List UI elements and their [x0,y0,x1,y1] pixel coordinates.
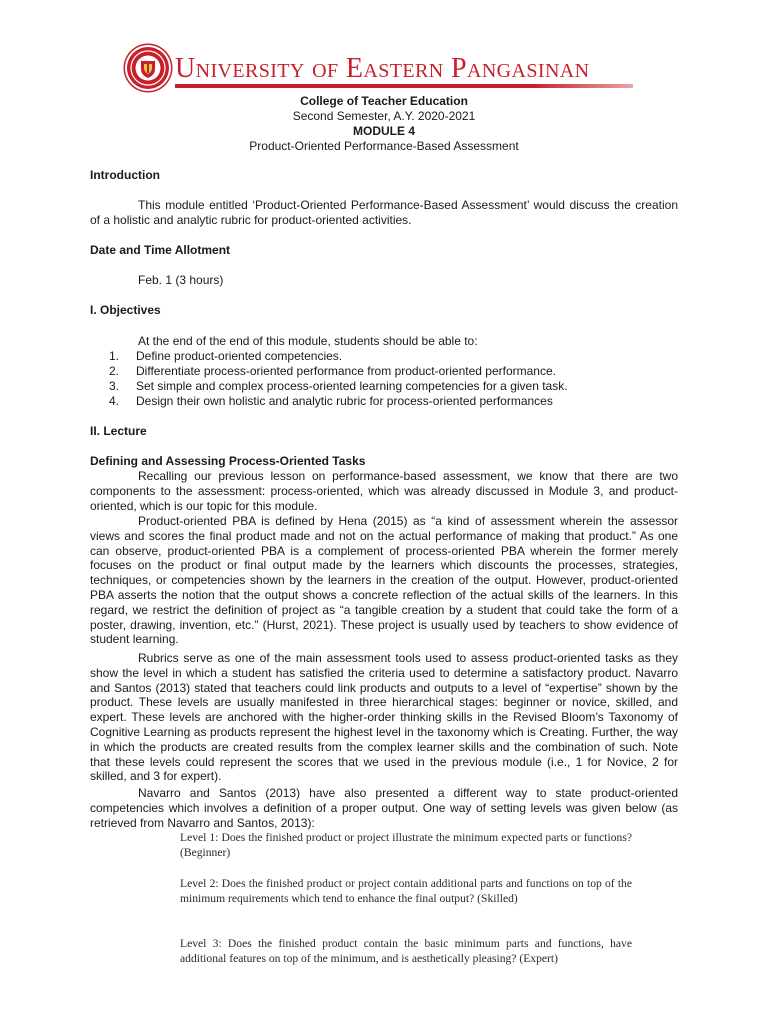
college-name: College of Teacher Education [300,94,468,108]
lecture-paragraph-1: Recalling our previous lesson on performance-based assessment, we know that there are two components to the assessment: process-oriented, which was already discussed in Module 3, and product-oriented, which is our topic for this module. [90,469,678,513]
lecture-paragraph-4: Navarro and Santos (2013) have also presented a different way to state product-oriented competencies which involves a definition of a proper output. One way of setting levels was given below (as retrieved from Navarro and Santos, 2013): [90,786,678,830]
lecture-paragraph-3: Rubrics serve as one of the main assessment tools used to assess product-oriented tasks as they show the level in which a student has satisfied the criteria used to determine a satisfactory product. Navarro and Santos (2013) stated that teachers could link products and outputs to a level of “expertise” shown by the product. These levels are usually manifested in three hierarchical stages: beginner or novice, skilled, and expert. These levels are anchored with the higher-order thinking skills in the Revised Bloom’s Taxonomy of Cognitive Learning as products represent the highest level in the taxonomy which is Creating. Further, the way in which the products are created results from the complex learner skills and the combination of such. Note that these levels could represent the scores that we used in the previous module (i.e., 1 for Novice, 2 for skilled, and 3 for expert). [90,651,678,784]
semester-line: Second Semester, A.Y. 2020-2021 [292,109,476,123]
lecture-heading: II. Lecture [90,424,147,438]
letterhead [0,0,768,88]
university-seal-icon [127,47,169,89]
list-item: 2. Differentiate process-oriented performance from product-oriented performance. [109,364,556,378]
introduction-heading: Introduction [90,168,160,182]
list-item: 3. Set simple and complex process-oriented learning competencies for a given task. [109,379,568,393]
module-subtitle: Product-Oriented Performance-Based Assessment [249,139,519,153]
module-number: MODULE 4 [352,124,415,138]
allotment-heading: Date and Time Allotment [90,243,231,257]
introduction-text: This module entitled ‘Product-Oriented Performance-Based Assessment’ would discuss the creation of a holistic and analytic rubric for product-oriented activities. [90,198,678,227]
objectives-list [109,349,679,409]
university-name: University of Eastern Pangasinan [175,53,590,84]
objectives-lead: At the end of the end of this module, students should be able to: [138,334,478,348]
level-3-description: Level 3: Does the finished product contain the basic minimum parts and functions, have additional features on top of the minimum, and is aesthetically pleasing? (Expert) [180,937,632,966]
list-item: 1. Define product-oriented competencies. [109,349,343,363]
lecture-subheading: Defining and Assessing Process-Oriented Tasks [90,454,366,468]
list-item: 4. Design their own holistic and analytic rubric for process-oriented performances [109,394,553,408]
objectives-heading: I. Objectives [90,303,161,317]
level-1-description: Level 1: Does the finished product or project illustrate the minimum expected parts or functions? (Beginner) [180,831,632,860]
lecture-paragraph-2: Product-oriented PBA is defined by Hena (2015) as “a kind of assessment wherein the assessor views and scores the final product made and not on the actual performance of making that product.” As one can observe, product-oriented PBA is a complement of process-oriented PBA wherein the former merely focuses on the product or final output made by the learners which discounts the processes, strategies, techniques, or competencies shown by the learners in the creation of the output. However, product-oriented PBA asserts the notion that the output shows a concrete reflection of the actual skills of the learners. In this regard, we restrict the definition of project as “a tangible creation by a student that could take the form of a poster, drawing, invention, etc.” (Hurst, 2021). These project is usually used by teachers to show evidence of student learning. [90,514,678,647]
letterhead-divider [175,84,633,88]
allotment-text: Feb. 1 (3 hours) [138,273,224,287]
level-2-description: Level 2: Does the finished product or project contain additional parts and functions on top of the minimum requirements which tend to enhance the final output? (Skilled) [180,877,632,906]
